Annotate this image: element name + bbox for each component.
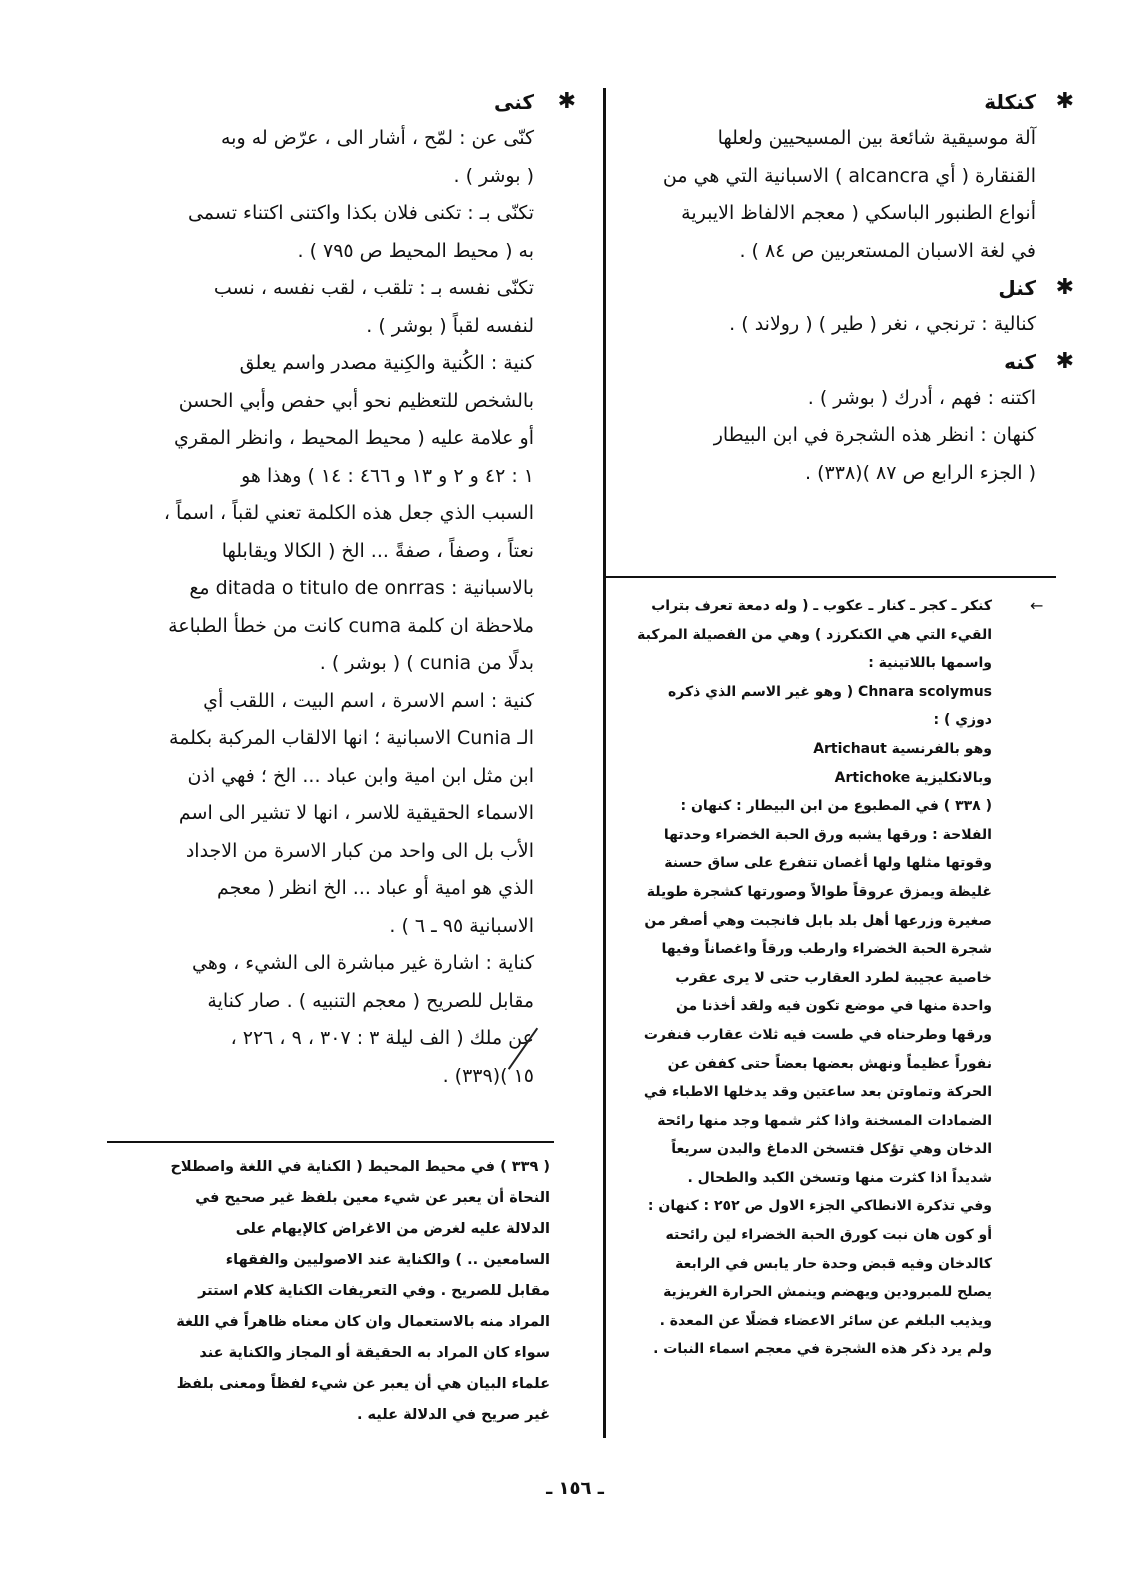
footnote-line: غير صريح في الدلالة عليه . (356, 1407, 550, 1423)
footnote-separator-left (107, 1141, 554, 1143)
entry-line: كنّى عن : لمّح ، أشار الى ، عرّض له وبه (221, 127, 534, 149)
footnote-line: وفي تذكرة الانطاكي الجزء الاول ص ٢٥٢ : كنهان : (647, 1198, 992, 1215)
footnote-line: الدخان وهي تؤكل فتسخن الدماغ والبدن سريعاً (671, 1141, 992, 1158)
footnote-line: دوزي ) : (933, 712, 992, 729)
entry-line: كناية : اشارة غير مباشرة الى الشيء ، وهي (192, 952, 534, 974)
page-number: ـ ١٥٦ ـ (546, 1478, 604, 1499)
entry-line: الذي هو امية أو عباد ... الخ انظر ( معجم (216, 877, 534, 899)
entry-line: ( بوشر ) . (453, 164, 534, 187)
entry-heading: ✱ كنكلة (628, 84, 1036, 120)
entry-line: ( الجزء الرابع ص ٨٧ )(٣٣٨) . (805, 461, 1036, 484)
footnote-line: ورقها وطرحناه في طست فيه ثلاث عقارب فنفرت (643, 1026, 992, 1043)
footnote-line: كالدخان وفيه قبض وحدة حار يابس في الرابعة (675, 1255, 992, 1272)
entry-line: ١٥ )(٣٣٩) . (442, 1064, 534, 1087)
footnote-line: ولم يرد ذكر هذه الشجرة في معجم اسماء النبات . (653, 1341, 992, 1358)
footnote-line: واحدة منها في موضع تكون فيه ولقد أخذنا من (675, 998, 992, 1015)
footnote-line: الضمادات المسخنة واذا كثر شمها وجد منها رائحة (657, 1112, 992, 1129)
entry-line: كنالية : ترنجي ، نغر ( طير ) ( رولاند ) . (729, 313, 1036, 335)
footnote-line: يصلح للمبرودين ويهضم وينمش الحرارة الغريزية (663, 1284, 992, 1301)
bullet-star-icon: ✱ (1055, 89, 1074, 114)
footnote-line: الحركة وتماوتن بعد ساعتين وقد يدخلها الاطباء في (643, 1084, 992, 1101)
footnote-right (612, 592, 992, 1364)
footnote-line: وهو بالفرنسية Artichaut (813, 740, 992, 757)
footnote-line: خاصية عجيبة لطرد العقارب حتى لا يرى عقرب (675, 969, 992, 986)
entry-line: لنفسه لقباً ( بوشر ) . (366, 314, 534, 337)
entry-line: أو علامة عليه ( محيط المحيط ، وانظر المقري (173, 427, 534, 449)
entry-line: تكنّى نفسه بـ : تلقب ، لقب نفسه ، نسب (213, 277, 534, 299)
entry-line: به ( محيط المحيط ص ٧٩٥ ) . (297, 239, 534, 262)
entry-line: أنواع الطنبور الباسكي ( معجم الالفاظ الايبرية (681, 202, 1036, 224)
arrow-left-icon: ← (1030, 596, 1044, 615)
entry-line: الـ Cunia الاسبانية ؛ انها الالقاب المركبة بكلمة (168, 727, 534, 749)
entry-line: الأب بل الى واحد من كبار الاسرة من الاجداد (185, 839, 534, 862)
footnote-line: المراد منه بالاستعمال وان كان معناه ظاهراً في اللغة (176, 1314, 550, 1330)
entry-heading: ✱ كنل (628, 270, 1036, 306)
entry-line: ابن مثل ابن امية وابن عباد ... الخ ؛ فهي اذن (187, 764, 534, 787)
footnote-line: كنكر ـ كجر ـ كنار ـ عكوب ـ ( وله دمعة تعرف بتراب (651, 598, 992, 614)
footnote-line: وبالانكليزية Artichoke (834, 769, 992, 786)
entry-line: الاسماء الحقيقية للاسر ، انها لا تشير الى اسم (178, 802, 534, 824)
footnote-line: صغيرة وزرعها أهل بلد بابل فانجبت وهي أصفر من (644, 912, 992, 929)
footnote-line: واسمها باللاتينية : (868, 655, 992, 672)
footnote-separator-right (606, 576, 1056, 578)
entry-line: كنية : الكُنية والكِنية مصدر واسم يعلق (239, 352, 534, 374)
footnote-line: سواء كان المراد به الحقيقة أو المجاز والكناية عند (199, 1345, 550, 1361)
footnote-line: ويذيب البلغم عن سائر الاعضاء فضلًا عن المعدة . (659, 1312, 992, 1329)
entry-line: تكنّى بـ : تكنى فلان بكذا واكتنى اكتناء تسمى (187, 202, 534, 224)
entry-line: ١ : ٤٢ و ٢ و ١٣ و ٤٦٦ : ١٤ ) وهذا هو (241, 464, 534, 487)
bullet-star-icon: ✱ (1055, 275, 1074, 300)
entry-heading: ✱ كنى (104, 84, 534, 120)
footnote-line: وقوتها مثلها ولها أغصان تتفرع على ساق حسنة (664, 855, 992, 872)
footnote-line: علماء البيان هي أن يعبر عن شيء لفظاً ومعنى بلفظ (176, 1376, 550, 1392)
entry-line: الاسبانية ٩٥ ـ ٦ ) . (389, 914, 534, 937)
entry-line: ملاحظة ان كلمة cuma كانت من خطأ الطباعة (168, 614, 534, 637)
entry-line: القنقارة ( أي alcancra ) الاسبانية التي هي من (662, 164, 1036, 187)
entry-line: آلة موسيقية شائعة بين المسيحيين ولعلها (717, 127, 1036, 149)
bullet-star-icon: ✱ (1055, 348, 1074, 374)
left-column (104, 84, 576, 1095)
entry-heading: ✱ كنه (628, 344, 1036, 380)
footnote-line: السامعين .. ) والكناية عند الاصوليين والفقهاء (225, 1252, 550, 1268)
footnote-line: شجرة الحبة الخضراء وارطب ورقاً واغصاناً وفيها (661, 941, 992, 958)
entry-line: بالشخص للتعظيم نحو أبي حفص وأبي الحسن (178, 389, 534, 412)
footnote-line: أو كون هان نبت كورق الحبة الخضراء لين رائحته (665, 1227, 992, 1244)
entry-line: كنهان : انظر هذه الشجرة في ابن البيطار (713, 424, 1036, 446)
entry-line: اكتنه : فهم ، أدرك ( بوشر ) . (807, 386, 1036, 409)
footnote-line: ( ٣٣٩ ) في محيط المحيط ( الكناية في اللغة واصطلاح (170, 1159, 550, 1175)
footnote-line: نفوراً عظيماً ونهش بعضها بعضاً حتى كففن عن (667, 1055, 992, 1072)
footnote-left (110, 1152, 550, 1431)
entry-line: بدلًا من cunia ) ( بوشر ) . (319, 652, 534, 674)
footnote-line: Chnara scolymus ( وهو غير الاسم الذي ذكره (667, 683, 992, 700)
footnote-line: الدلالة عليه لغرض من الاغراض كالإيهام على (235, 1221, 550, 1237)
footnote-line: النحاة أن يعبر عن شيء معين بلفظ غير صحيح في (195, 1190, 550, 1206)
entry-line: السبب الذي جعل هذه الكلمة تعني لقباً ، اسماً ، (163, 502, 534, 524)
footnote-line: شديداً اذا كثرت منها وتسخن الكبد والطحال . (687, 1169, 992, 1186)
entry-line: عن ملك ( الف ليلة ٣ : ٣٠٧ ، ٩ ، ٢٢٦ ، (230, 1027, 534, 1049)
column-divider (603, 88, 606, 1438)
bullet-star-icon: ✱ (557, 89, 576, 114)
footnote-line: القيء التي هي الكنكرزد ) وهي من الفصيلة المركبة (637, 626, 992, 643)
entry-line: كنية : اسم الاسرة ، اسم البيت ، اللقب أي (203, 689, 534, 712)
entry-line: بالاسبانية : ditada o titulo de onrras مع (189, 577, 534, 599)
entry-line: مقابل للصريح ( معجم التنبيه ) . صار كناية (207, 989, 534, 1012)
footnote-line: غليظة ويمزق عروقاً طوالاً وصورتها كشجرة طويلة (646, 883, 992, 900)
entry-line: نعتاً ، وصفاً ، صفةً ... الخ ( الكالا ويقابلها (221, 539, 534, 562)
entry-line: في لغة الاسبان المستعربين ص ٨٤ ) . (739, 239, 1036, 262)
footnote-line: مقابل للصريح . وفي التعريفات الكناية كلام استتر (198, 1283, 550, 1299)
footnote-line: ( ٣٣٨ ) في المطبوع من ابن البيطار : كنهان : (680, 798, 992, 815)
footnote-line: الفلاحة : ورقها يشبه ورق الحبة الخضراء وحدتها (663, 826, 992, 843)
right-column (628, 84, 1074, 492)
